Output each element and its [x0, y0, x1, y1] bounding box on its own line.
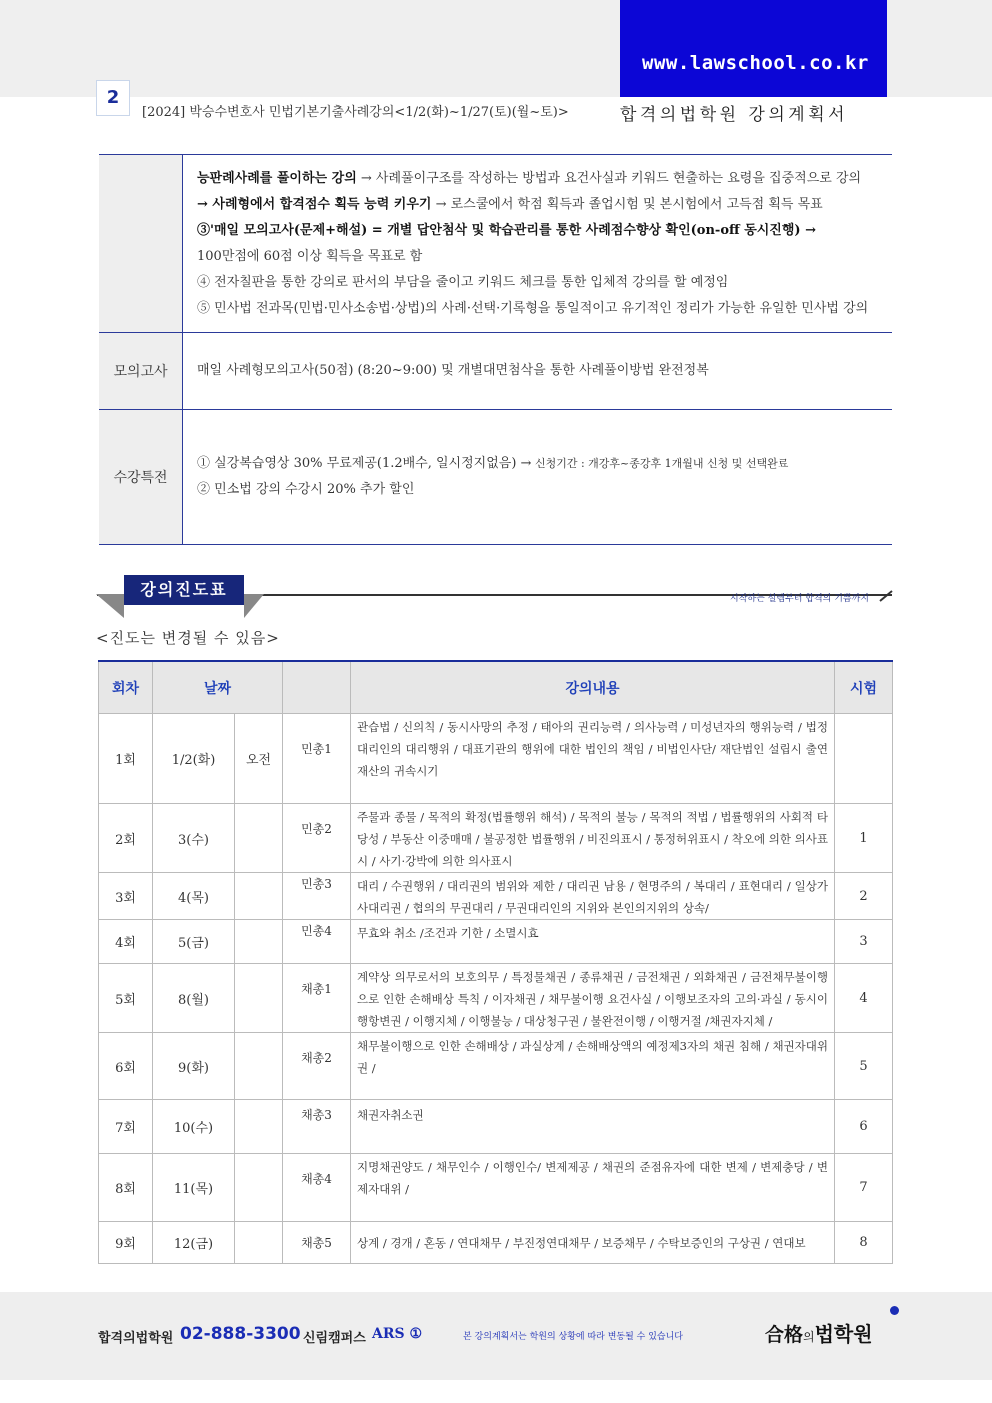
round-cell: 3회: [99, 873, 153, 920]
time-cell: [235, 873, 283, 920]
date-cell: 4(목): [153, 873, 235, 920]
logo-dot-icon: [890, 1306, 899, 1315]
exam-cell: 5: [835, 1033, 893, 1100]
feature-line: 100만점에 60점 이상 획득을 목표로 함: [197, 248, 423, 264]
table-row: [99, 873, 893, 920]
module-cell: 민총1: [283, 714, 351, 804]
time-cell: 오전: [235, 714, 283, 804]
round-cell: 2회: [99, 804, 153, 873]
footer-campus: 신림캠퍼스: [303, 1331, 366, 1346]
benefit-line: [197, 451, 892, 477]
benefit-row: [99, 410, 892, 545]
course-info-table: [99, 154, 892, 545]
time-cell: [235, 920, 283, 964]
benefit-period: 신청기간 : 개강후~종강후 1개월내 신청 및 선택완료: [531, 457, 789, 470]
features-label-cell: [99, 155, 183, 333]
round-cell: 8회: [99, 1154, 153, 1222]
feature-line: [197, 166, 892, 192]
feature-line: [197, 218, 892, 244]
module-cell: 채총4: [283, 1154, 351, 1222]
exam-cell: 7: [835, 1154, 893, 1222]
date-cell: 5(금): [153, 920, 235, 964]
feature-line: [197, 192, 892, 218]
time-cell: [235, 1033, 283, 1100]
feature-line: ④ 전자칠판을 통한 강의로 판서의 부담을 줄이고 키워드 체크를 통한 입체적 강의를 할 예정임: [197, 274, 729, 290]
round-cell: 6회: [99, 1033, 153, 1100]
schedule-note: <진도는 변경될 수 있음>: [96, 629, 280, 647]
date-cell: 10(수): [153, 1100, 235, 1154]
mock-exam-text: 매일 사례형모의고사(50점) (8:20~9:00) 및 개별대면첨삭을 통한 사례풀이방법 완전정복: [183, 333, 893, 410]
header-date: 날짜: [153, 661, 283, 714]
module-cell: 민총2: [283, 804, 351, 873]
date-cell: 1/2(화): [153, 714, 235, 804]
plan-title: 합격의법학원 강의계획서: [620, 105, 849, 125]
exam-cell: 3: [835, 920, 893, 964]
footer-phone[interactable]: 02-888-3300: [180, 1324, 301, 1344]
content-cell: 상계 / 경개 / 혼동 / 연대채무 / 부진정연대채무 / 보증채무 / 수탁보증인의 구상권 / 연대보: [351, 1222, 835, 1264]
course-title: [2024] 박승수변호사 민법기본기출사례강의<1/2(화)~1/27(토)(월~토)>: [142, 105, 569, 120]
benefit-line: ② 민소법 강의 수강시 20% 추가 할인: [197, 482, 415, 497]
academy-logo: [765, 1318, 873, 1347]
exam-cell: 1: [835, 804, 893, 873]
footer-academy: 합격의법학원: [98, 1331, 174, 1346]
exam-cell: 6: [835, 1100, 893, 1154]
round-cell: 9회: [99, 1222, 153, 1264]
module-cell: 채총3: [283, 1100, 351, 1154]
exam-cell: [835, 714, 893, 804]
section-title: 강의진도표: [124, 575, 244, 605]
header-round: 회차: [99, 661, 153, 714]
date-cell: 3(수): [153, 804, 235, 873]
table-row: [99, 1100, 893, 1154]
content-cell: 무효와 취소 /조건과 기한 / 소멸시효: [351, 920, 835, 964]
table-row: [99, 920, 893, 964]
table-row: [99, 1033, 893, 1100]
logo-particle: 의: [803, 1330, 815, 1344]
content-cell: 계약상 의무로서의 보호의무 / 특정물채권 / 종류채권 / 금전채권 / 외화채권 / 금전채무불이행으로 인한 손해배상 특칙 / 이자채권 / 채무불이행 요건사실 / 이행보조자의 고의·과실 / 동시이행항변권 / 이행지체 / 이행불능 / 대상청구권 / 불완전이행 / 이행거절 /채권자지체 /: [351, 964, 835, 1033]
time-cell: [235, 964, 283, 1033]
logo-hanja: 合格: [765, 1324, 804, 1346]
schedule-header-row: [99, 661, 893, 714]
module-cell: 민총3: [283, 873, 351, 920]
benefit-text: ① 실강복습영상 30% 무료제공(1.2배수, 일시정지없음) →: [197, 456, 532, 471]
round-cell: 7회: [99, 1100, 153, 1154]
date-cell: 8(월): [153, 964, 235, 1033]
module-cell: 채총5: [283, 1222, 351, 1264]
round-cell: 5회: [99, 964, 153, 1033]
mock-exam-row: [99, 333, 892, 410]
time-cell: [235, 804, 283, 873]
table-row: [99, 1154, 893, 1222]
content-cell: 채무불이행으로 인한 손해배상 / 과실상계 / 손해배상액의 예정제3자의 채권 침해 / 채권자대위권 /: [351, 1033, 835, 1100]
feature-bold: 능판례사례를 풀이하는 강의: [197, 170, 357, 186]
footer-notice: 본 강의계획서는 학원의 상황에 따라 변동될 수 있습니다: [463, 1332, 683, 1342]
round-cell: 4회: [99, 920, 153, 964]
time-cell: [235, 1100, 283, 1154]
footer-ars: ARS ①: [372, 1326, 423, 1342]
table-row: [99, 964, 893, 1033]
content-cell: 채권자취소권: [351, 1100, 835, 1154]
table-row: [99, 1222, 893, 1264]
mock-exam-label: 모의고사: [99, 333, 183, 410]
time-cell: [235, 1222, 283, 1264]
module-cell: 민총4: [283, 920, 351, 964]
section-slogan: 시작하는 설렘부터 합격의 기쁨까지: [730, 594, 869, 604]
content-cell: 지명채권양도 / 채무인수 / 이행인수/ 변제제공 / 채권의 준점유자에 대한 변제 / 변제충당 / 변제자대위 /: [351, 1154, 835, 1222]
table-row: [99, 804, 893, 873]
features-content: [183, 155, 893, 333]
logo-name: 법학원: [814, 1322, 873, 1346]
feature-bold: ③'매일 모의고사(문제+해설) = 개별 답안첨삭 및 학습관리를 통한 사례점수향상 확인(on-off 동시진행) →: [197, 222, 816, 238]
url-banner[interactable]: [620, 0, 887, 97]
module-cell: 채총2: [283, 1033, 351, 1100]
header-exam: 시험: [835, 661, 893, 714]
exam-cell: 2: [835, 873, 893, 920]
date-cell: 11(목): [153, 1154, 235, 1222]
feature-text: → 로스쿨에서 학점 획득과 졸업시험 및 본시험에서 고득점 획득 목표: [431, 196, 823, 212]
page-number: 2: [96, 80, 130, 116]
schedule-table: [98, 660, 893, 1264]
content-cell: 주물과 종물 / 목적의 확정(법률행위 해석) / 목적의 불능 / 목적의 적법 / 법률행위의 사회적 타당성 / 부동산 이중매매 / 불공정한 법률행위 / 비진의표시 / 통정허위표시 / 착오에 의한 의사표시 / 사기·강박에 의한 의사표시: [351, 804, 835, 873]
round-cell: 1회: [99, 714, 153, 804]
header-module: [283, 661, 351, 714]
header-content: 강의내용: [351, 661, 835, 714]
exam-cell: 8: [835, 1222, 893, 1264]
date-cell: 12(금): [153, 1222, 235, 1264]
exam-cell: 4: [835, 964, 893, 1033]
table-row: [99, 714, 893, 804]
module-cell: 채총1: [283, 964, 351, 1033]
site-url[interactable]: www.lawschool.co.kr: [642, 52, 869, 74]
benefit-content: [183, 410, 893, 545]
content-cell: 대리 / 수권행위 / 대리권의 범위와 제한 / 대리권 남용 / 현명주의 / 복대리 / 표현대리 / 일상가사대리권 / 협의의 무권대리 / 무권대리인의 지위와 본인의지위의 상속/: [351, 873, 835, 920]
feature-bold: → 사례형에서 합격점수 획득 능력 키우기: [197, 196, 432, 212]
benefit-label: 수강특전: [99, 410, 183, 545]
features-row: [99, 155, 892, 333]
content-cell: 관습법 / 신의칙 / 동시사망의 추정 / 태아의 권리능력 / 의사능력 / 미성년자의 행위능력 / 법정대리인의 대리행위 / 대표기관의 행위에 대한 법인의 책임 / 비법인사단/ 재단법인 설립시 출연재산의 귀속시기: [351, 714, 835, 804]
time-cell: [235, 1154, 283, 1222]
slash-mark-icon: [878, 590, 894, 602]
date-cell: 9(화): [153, 1033, 235, 1100]
feature-line: ⑤ 민사법 전과목(민법·민사소송법·상법)의 사례·선택·기록형을 통일적이고 유기적인 정리가 가능한 유일한 민사법 강의: [197, 300, 869, 316]
feature-text: → 사례풀이구조를 작성하는 방법과 요건사실과 키워드 현출하는 요령을 집중적으로 강의: [356, 170, 862, 186]
